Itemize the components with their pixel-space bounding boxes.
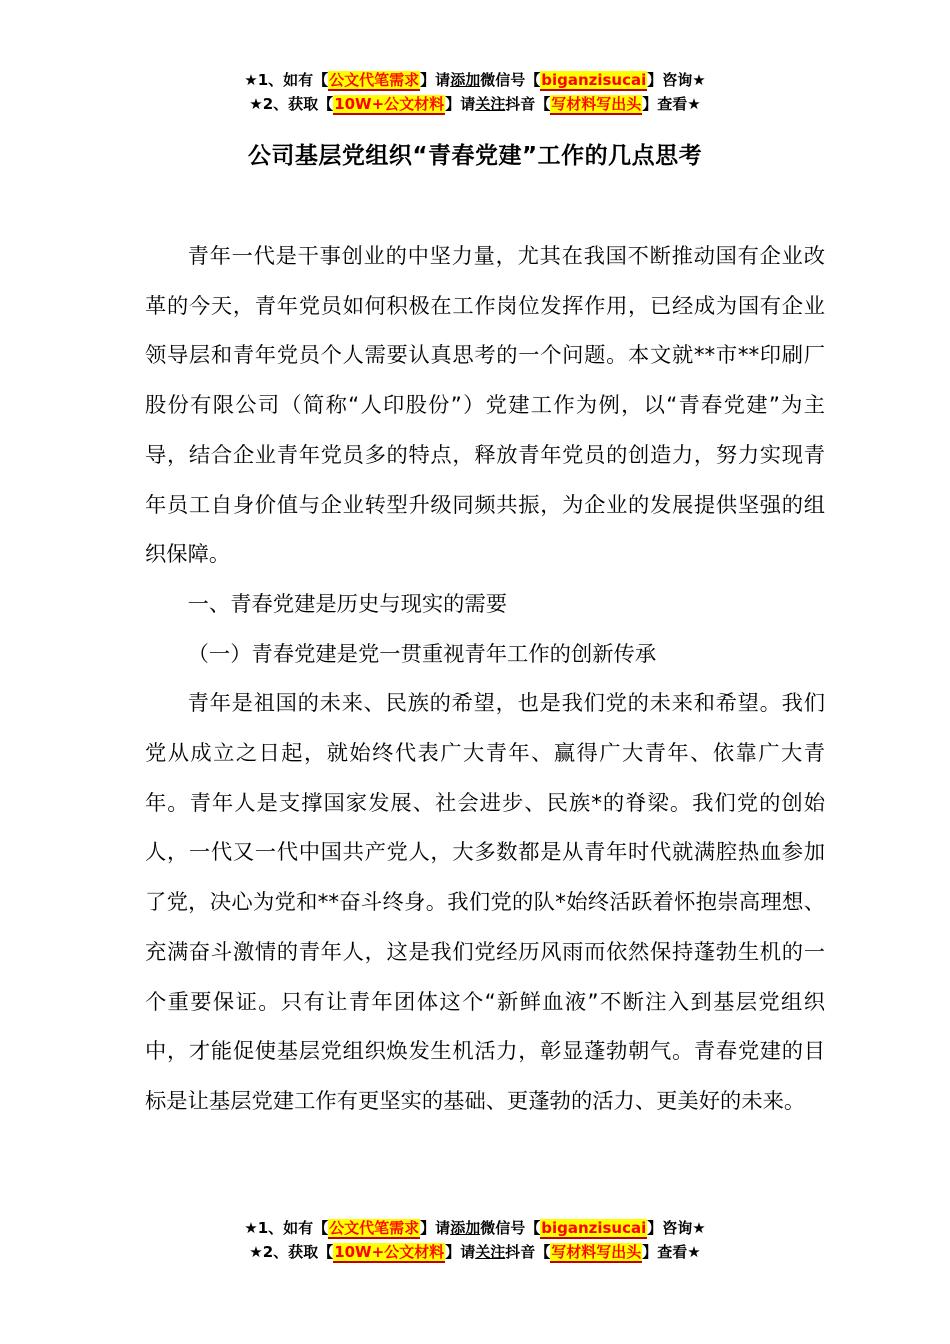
banner-line-1: ★1、如有【公文代笔需求】请添加微信号【biganzisucai】咨询★ <box>244 71 706 89</box>
paragraph-body-1: 青年是祖国的未来、民族的希望，也是我们党的未来和希望。我们党从成立之日起，就始终代表广大青年、赢得广大青年、依靠广大青年。青年人是支撑国家发展、社会进步、民族*的脊梁。我们党的创始人，一代又一代中国共产党人，大多数都是从青年时代就满腔热血参加了党，决心为党和**奋斗终身。我们党的队*始终活跃着怀抱崇高理想、充满奋斗激情的青年人，这是我们党经历风雨而依然保持蓬勃生机的一个重要保证。只有让青年团体这个“新鲜血液”不断注入到基层党组织中，才能促使基层党组织焕发生机活力，彰显蓬勃朝气。青春党建的目标是让基层党建工作有更坚实的基础、更蓬勃的活力、更美好的未来。 <box>145 691 825 1114</box>
highlight-service: 公文代笔需求 <box>329 71 420 89</box>
banner-line-2: ★2、获取【10W+公文材料】请关注抖音【写材料写出头】查看★ <box>249 1243 701 1261</box>
highlight-materials: 10W+公文材料 <box>334 1243 445 1261</box>
highlight-douyin-account: 写材料写出头 <box>551 95 642 113</box>
highlight-wechat-id: biganzisucai <box>541 1219 647 1237</box>
document-title: 公司基层党组织“青春党建”工作的几点思考 <box>247 143 703 169</box>
header-banner <box>0 68 950 116</box>
subsection-heading-1: （一）青春党建是党一贯重视青年工作的创新传承 <box>187 641 657 667</box>
document-body <box>145 232 825 1127</box>
banner-line-1: ★1、如有【公文代笔需求】请添加微信号【biganzisucai】咨询★ <box>244 1219 706 1237</box>
banner-line-2: ★2、获取【10W+公文材料】请关注抖音【写材料写出头】查看★ <box>249 95 701 113</box>
highlight-douyin-account: 写材料写出头 <box>551 1243 642 1261</box>
highlight-service: 公文代笔需求 <box>329 1219 420 1237</box>
paragraph-intro: 青年一代是干事创业的中坚力量，尤其在我国不断推动国有企业改革的今天，青年党员如何积极在工作岗位发挥作用，已经成为国有企业领导层和青年党员个人需要认真思考的一个问题。本文就**市**印刷厂股份有限公司（简称“人印股份”）党建工作为例，以“青春党建”为主导，结合企业青年党员多的特点，释放青年党员的创造力，努力实现青年员工自身价值与企业转型升级同频共振，为企业的发展提供坚强的组织保障。 <box>145 244 825 568</box>
highlight-materials: 10W+公文材料 <box>334 95 445 113</box>
highlight-wechat-id: biganzisucai <box>541 71 647 89</box>
section-heading-1: 一、青春党建是历史与现实的需要 <box>187 591 508 617</box>
footer-banner <box>0 1216 950 1264</box>
